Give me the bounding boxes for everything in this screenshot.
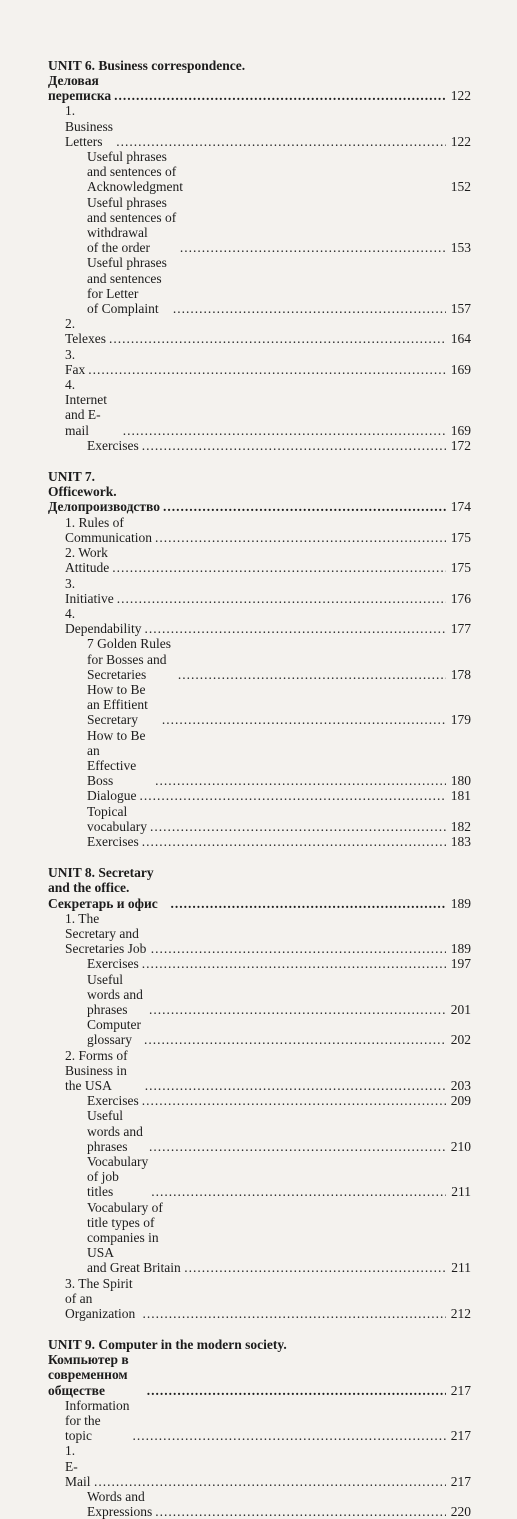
toc-entry[interactable] (48, 377, 471, 438)
entry-title: How to Be an Effective Boss (87, 727, 146, 789)
page-number: 157 (450, 301, 471, 317)
page-number: 212 (450, 1306, 471, 1322)
page-number: 211 (451, 1184, 471, 1200)
entry-title: Компьютер в современном обществе (48, 1352, 129, 1398)
toc-unit (48, 1337, 471, 1519)
page-number: 174 (450, 499, 471, 515)
page-number: 176 (450, 590, 471, 606)
entry-title: 4. Internet and E-mail (65, 377, 107, 438)
entry-title: Dialogue (87, 788, 137, 804)
entry-title: Topical vocabulary (87, 803, 147, 834)
toc-entry[interactable] (48, 834, 471, 849)
page-number: 178 (450, 666, 471, 682)
entry-title: UNIT 7. Officework. Делопроизводство (48, 469, 160, 515)
dot-leader (155, 530, 446, 545)
page-number: 197 (450, 956, 471, 972)
entry-title: Vocabulary of job titles (87, 1154, 149, 1200)
dot-leader (142, 1093, 446, 1108)
toc-entry[interactable] (48, 469, 471, 515)
page-number: 122 (450, 88, 471, 104)
dot-leader (140, 788, 447, 803)
entry-title: 1. Rules of Communication (65, 514, 152, 545)
dot-leader (149, 1139, 446, 1154)
toc-entry[interactable] (48, 545, 471, 575)
toc-entry[interactable] (48, 1276, 471, 1322)
dot-leader (116, 134, 446, 149)
page-number: 209 (450, 1093, 471, 1109)
entry-title: 1. The Secretary and Secretaries Job (65, 910, 147, 957)
dot-leader (143, 1306, 446, 1321)
page-number: 202 (450, 1032, 471, 1048)
dot-leader (144, 621, 446, 636)
dot-leader (88, 362, 446, 377)
entry-title: 3. Initiative (65, 575, 114, 606)
dot-leader (151, 941, 446, 956)
entry-title: Exercises (87, 1093, 139, 1109)
dot-leader (180, 240, 446, 255)
page-number: 181 (450, 788, 471, 804)
dot-leader (145, 1078, 446, 1093)
page-number: 180 (450, 773, 471, 789)
toc-entry[interactable] (48, 1048, 471, 1094)
toc-entry[interactable] (48, 636, 471, 682)
page-number: 211 (451, 1260, 471, 1276)
entry-title: 1. Business Letters (65, 103, 114, 149)
entry-title: 1. E-Mail (65, 1443, 91, 1489)
entry-title: Exercises (87, 437, 139, 453)
toc-unit (48, 469, 471, 849)
toc-entry[interactable] (48, 316, 471, 346)
entry-title: Useful phrases and sentences of withdrawal of the order (87, 194, 177, 256)
dot-leader (150, 819, 446, 834)
page-number: 203 (450, 1078, 471, 1093)
page-number: 169 (450, 422, 471, 438)
dot-leader (170, 896, 446, 911)
entry-title: Useful words and phrases (87, 1108, 143, 1154)
dot-leader (142, 834, 446, 849)
dot-leader (142, 956, 446, 971)
dot-leader (109, 331, 446, 346)
entry-title: Words and Expressions (87, 1489, 153, 1519)
dot-leader (163, 499, 446, 514)
toc-entry[interactable] (48, 195, 471, 256)
entry-title: Useful phrases and sentences of Acknowledgment (87, 149, 183, 195)
toc-entry[interactable] (48, 1108, 471, 1154)
toc-entry[interactable] (48, 728, 471, 789)
dot-leader (162, 712, 446, 727)
entry-title: 2. Telexes (65, 316, 107, 347)
dot-leader (94, 1474, 446, 1489)
entry-title: UNIT 8. Secretary and the office. Секретарь и офис (48, 865, 158, 911)
page-number: 175 (450, 529, 471, 545)
toc-entry[interactable] (48, 1200, 471, 1276)
toc-entry[interactable] (48, 1352, 471, 1398)
entry-title: 2. Work Attitude (65, 545, 110, 576)
toc-entry[interactable] (48, 149, 471, 195)
toc-entry[interactable] (48, 956, 471, 971)
dot-leader (144, 1032, 446, 1047)
page-number: 210 (450, 1138, 471, 1154)
dot-leader (112, 560, 446, 575)
dot-leader (151, 1184, 446, 1199)
page-number: 164 (450, 331, 471, 347)
page-number: 201 (450, 1001, 471, 1017)
dot-leader (142, 438, 446, 453)
entry-title: 4. Dependability (65, 605, 142, 637)
entry-title: Exercises (87, 833, 139, 849)
page-number: 189 (450, 941, 471, 957)
entry-title: 3. The Spirit of an Organization (65, 1275, 136, 1322)
toc-unit (48, 865, 471, 1321)
toc-entry[interactable] (48, 1443, 471, 1489)
page-number: 182 (450, 818, 471, 834)
dot-leader (184, 1260, 446, 1275)
entry-title: Information for the topic (65, 1397, 130, 1444)
toc-entry[interactable] (48, 347, 471, 377)
toc-entry[interactable] (48, 576, 471, 606)
unit-title: UNIT 6. Business correspondence. (48, 58, 246, 73)
toc-entry[interactable] (48, 804, 471, 834)
page-number: 220 (450, 1504, 471, 1519)
entry-title: 2. Forms of Business in the USA (65, 1047, 128, 1093)
toc-entry[interactable] (48, 1093, 471, 1108)
page-number: 217 (450, 1382, 471, 1398)
entry-title: How to Be an Effitient Secretary (87, 681, 148, 728)
page-number: 217 (450, 1473, 471, 1489)
toc-entry[interactable] (48, 438, 471, 453)
dot-leader (147, 1383, 446, 1398)
toc-entry[interactable] (48, 972, 471, 1018)
toc-entry[interactable] (48, 515, 471, 545)
dot-leader (117, 591, 446, 606)
page-number: 217 (450, 1428, 471, 1444)
page-number: 189 (450, 895, 471, 911)
entry-title: Exercises (87, 956, 139, 972)
toc-entry[interactable] (48, 1398, 471, 1444)
page-number: 183 (450, 833, 471, 849)
page-number: 179 (450, 712, 471, 728)
dot-leader (178, 667, 446, 682)
page-number: 177 (450, 621, 471, 637)
entry-title: Useful phrases and sentences for Letter of Complaint (87, 255, 167, 317)
dot-leader (123, 423, 446, 438)
toc-entry[interactable] (48, 682, 471, 728)
page-number: 175 (450, 560, 471, 576)
dot-leader (132, 1428, 446, 1443)
page-number: 122 (450, 133, 471, 149)
toc-entry[interactable] (48, 255, 471, 316)
entry-title: Деловая переписка (48, 73, 112, 104)
page-number: 169 (450, 361, 471, 377)
toc-entry[interactable] (48, 1489, 471, 1519)
entry-title: 7 Golden Rules for Bosses and Secretaries (87, 636, 171, 682)
unit-title: UNIT 9. Computer in the modern society. (48, 1337, 287, 1353)
entry-title: Useful words and phrases (87, 971, 143, 1017)
dot-leader (149, 1002, 446, 1017)
dot-leader (155, 773, 446, 788)
toc-entry[interactable] (48, 911, 471, 957)
toc-entry[interactable] (48, 1154, 471, 1200)
toc-entry[interactable] (48, 788, 471, 803)
toc-entry[interactable] (48, 103, 471, 149)
page-number: 152 (450, 179, 471, 195)
toc-entry[interactable] (48, 606, 471, 636)
entry-title: Computer glossary (87, 1017, 141, 1048)
dot-leader (114, 88, 446, 103)
page-number: 172 (450, 437, 471, 453)
toc-entry[interactable] (48, 865, 471, 911)
page-number: 153 (450, 240, 471, 256)
entry-title: 3. Fax (65, 346, 86, 377)
toc-entry[interactable] (48, 1017, 471, 1047)
toc-unit (48, 58, 471, 453)
entry-title: Vocabulary of title types of companies in USA and Great Britain (87, 1199, 181, 1276)
dot-leader (155, 1504, 446, 1519)
toc-entry[interactable] (48, 73, 471, 103)
dot-leader (173, 301, 446, 316)
